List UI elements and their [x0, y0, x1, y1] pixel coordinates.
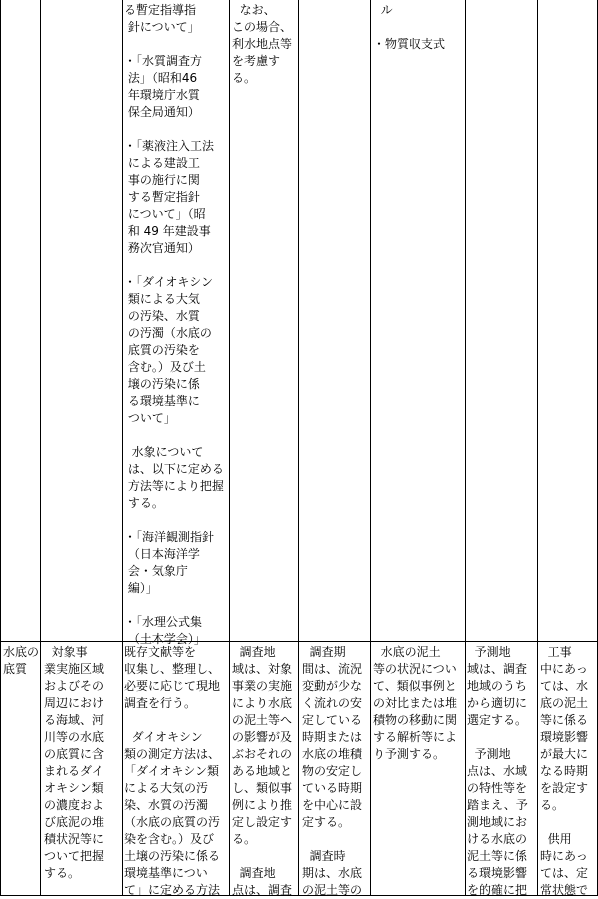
prediction-time-cell: 工事 中にあっ ては、水 底の泥土 等に係る 環境影響 が最大に なる時期 を設定す る。 供用 時にあっ ては、定 常状態で — [540, 645, 589, 897]
row-rule — [0, 641, 598, 642]
prediction-area-cell: 予測地 域は、調査 地域のうち から適切に 選定する。 予測地 点は、水域 の特性等を 踏まえ、予 測地域にお ける水底の 泥土等に係 る環境影響 を的確に把 — [467, 645, 528, 897]
upper-prediction-method-cell: ル ・物質収支式 — [373, 3, 446, 51]
col-rule — [537, 0, 538, 896]
col-rule — [40, 0, 41, 896]
col-rule — [298, 0, 299, 896]
survey-area-cell: 調査地 域は、対象 事業の実施 により水底 の泥土等へ の影響が及 ぶおそれの ある地域と し、類似事 例により推 定し設定す る。 調査地 点は、調査 — [232, 645, 293, 897]
survey-period-cell: 調査期 間は、流況 変動が少な く流れの安 定している 時期または 水底の堆積 物の安定し ている時期 を中心に設 定する。 調査時 期は、水底 の泥土等の — [302, 645, 363, 897]
upper-survey-area-cell: なお、 この場合、 利水地点等 を考慮す る。 — [232, 3, 293, 85]
upper-methods-cell: る暫定指導指 針について」 ・「水質調査方 法」（昭和46 年環境庁水質 保全局通知） ・「薬液注入工法 による建設工 事の施行に関 する暫定指針 について」（昭 和 49 年建設事 務次官通知） ・「ダイオキシン 類による大気 の汚染、水質 の汚濁（水底の 底質の汚染を 含む。）及び土 壌の汚染に係 る環境基準に ついて」 水象について は、以下に定める 方法等により把握 する。 ・「海洋観測指針 （日本海洋学 会・気象庁 編）」 ・「水理公式集 （土木学会）」 — [124, 3, 224, 646]
survey-items-cell: 対象事 業実施区域 およびその 周辺におけ る海域、河 川等の水底 の底質に含 まれるダイ オキシン類 の濃度およ び底泥の堆 積状況等に ついて把握 する。 — [44, 645, 105, 880]
col-rule — [229, 0, 230, 896]
survey-methods-cell: 既存文献等を 収集し、整理し、 必要に応じて現地 調査を行う。 ダイオキシン 類の測定方法は、 「ダイオキシン類 による大気の汚 染、水質の汚濁 （水底の底質の汚 染を含む。）及び 土壌の汚染に係る 環境基準につい て」に定める方法 — [124, 645, 221, 897]
col-rule — [0, 0, 1, 896]
prediction-method-cell: 水底の泥土 等の状況につい て、類似事例と の対比または堆 積物の移動に関 する解析等によ り予測する。 — [373, 645, 458, 761]
col-rule — [370, 0, 371, 896]
item-name-cell: 水底の 底質 — [3, 645, 40, 676]
